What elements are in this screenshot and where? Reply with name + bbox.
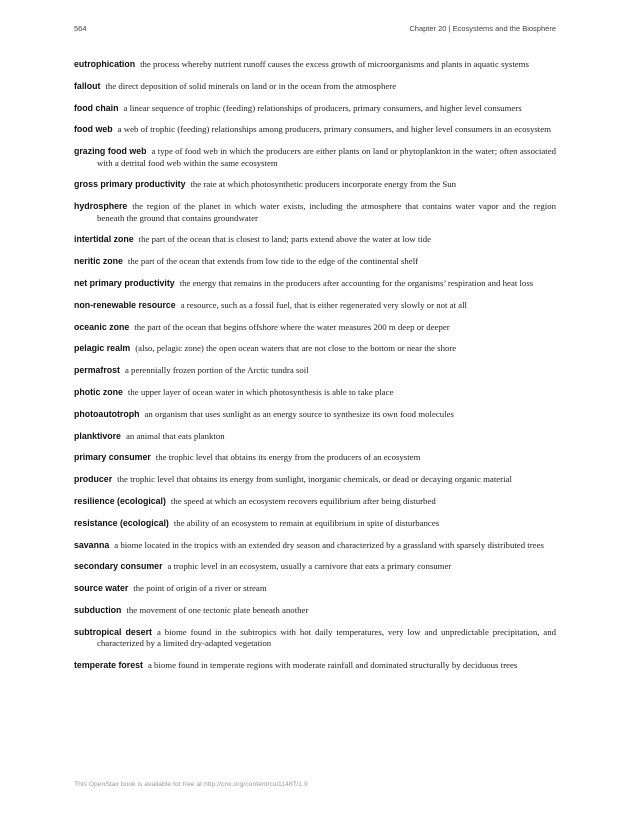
glossary-definition: a web of trophic (feeding) relationships among producers, primary consumers, and higher level consumers in an ecosystem [117, 124, 551, 135]
glossary-definition: the movement of one tectonic plate beneath another [126, 604, 309, 615]
glossary-entry [74, 518, 556, 529]
glossary-entry [74, 103, 556, 114]
glossary-list [74, 59, 556, 682]
glossary-term: non-renewable resource [74, 299, 176, 310]
glossary-definition: the ability of an ecosystem to remain at equilibrium in spite of disturbances [173, 517, 440, 528]
glossary-term: food web [74, 124, 113, 135]
glossary-term: resistance (ecological) [74, 517, 169, 528]
glossary-term: subtropical desert [74, 626, 152, 637]
glossary-definition: the trophic level that obtains its energy from the producers of an ecosystem [155, 452, 421, 463]
glossary-entry [74, 583, 556, 594]
glossary-definition: a type of food web in which the producers are either plants on land or phytoplankton in the water; often associated with a detrital food web within the same ecosystem [97, 146, 556, 168]
page-header [74, 24, 556, 38]
glossary-definition: a perennially frozen portion of the Arctic tundra soil [124, 365, 309, 376]
glossary-entry [74, 300, 556, 311]
glossary-definition: an organism that uses sunlight as an energy source to synthesize its own food molecules [144, 408, 454, 419]
glossary-entry [74, 124, 556, 135]
glossary-term: eutrophication [74, 59, 136, 69]
glossary-entry [74, 365, 556, 376]
glossary-definition: the energy that remains in the producers after accounting for the organisms’ respiration and heat loss [179, 277, 534, 288]
glossary-term: net primary productivity [74, 277, 175, 288]
glossary-definition: the direct deposition of solid minerals on land or in the ocean from the atmosphere [105, 80, 397, 91]
glossary-term: temperate forest [74, 659, 143, 670]
glossary-term: hydrosphere [74, 201, 128, 212]
glossary-entry [74, 234, 556, 245]
glossary-definition: an animal that eats plankton [125, 430, 225, 441]
glossary-term: neritic zone [74, 256, 123, 267]
glossary-definition: the process whereby nutrient runoff causes the excess growth of microorganisms and plants in aquatic systems [140, 59, 529, 69]
glossary-term: savanna [74, 539, 110, 550]
glossary-entry [74, 81, 556, 92]
glossary-term: permafrost [74, 365, 120, 376]
glossary-term: source water [74, 583, 129, 594]
glossary-entry [74, 146, 556, 169]
glossary-entry [74, 627, 556, 650]
glossary-definition: the trophic level that obtains its energy from sunlight, inorganic chemicals, or dead or decaying organic material [117, 474, 512, 485]
glossary-term: food chain [74, 102, 119, 113]
glossary-definition: a biome found in the subtropics with hot daily temperatures, very low and unpredictable precipitation, and characterized by a limited dry-adapted vegetation [97, 626, 556, 649]
glossary-term: photoautotroph [74, 408, 140, 419]
glossary-entry [74, 452, 556, 463]
glossary-term: oceanic zone [74, 321, 130, 332]
glossary-entry [74, 322, 556, 333]
glossary-term: primary consumer [74, 452, 151, 463]
glossary-definition: a linear sequence of trophic (feeding) relationships of producers, primary consumers, and higher level consumers [123, 102, 522, 113]
glossary-entry [74, 387, 556, 398]
glossary-term: producer [74, 474, 113, 485]
glossary-entry [74, 431, 556, 442]
glossary-entry [74, 59, 556, 70]
glossary-definition: the point of origin of a river or stream [133, 583, 267, 594]
glossary-entry [74, 561, 556, 572]
glossary-definition: the region of the planet in which water exists, including the atmosphere that contains water vapor and the region beneath the ground that contains groundwater [97, 201, 556, 223]
glossary-definition: a biome located in the tropics with an extended dry season and characterized by a grassland with sparsely distributed trees [114, 539, 544, 550]
glossary-term: gross primary productivity [74, 179, 186, 190]
page-number: 564 [74, 24, 87, 33]
glossary-definition: the rate at which photosynthetic producers incorporate energy from the Sun [190, 179, 457, 190]
page-footer: This OpenStax book is available for free at http://cnx.org/content/col11487/1.9 [74, 781, 308, 788]
glossary-definition: the upper layer of ocean water in which photosynthesis is able to take place [127, 386, 394, 397]
glossary-entry [74, 256, 556, 267]
glossary-entry [74, 278, 556, 289]
glossary-definition: a trophic level in an ecosystem, usually a carnivore that eats a primary consumer [167, 561, 452, 572]
glossary-entry [74, 540, 556, 551]
glossary-definition: the part of the ocean that begins offshore where the water measures 200 m deep or deeper [134, 321, 450, 332]
glossary-entry [74, 474, 556, 485]
glossary-definition: the speed at which an ecosystem recovers equilibrium after being disturbed [170, 495, 436, 506]
glossary-entry [74, 605, 556, 616]
glossary-term: subduction [74, 604, 122, 615]
glossary-entry [74, 343, 556, 354]
glossary-term: secondary consumer [74, 561, 163, 572]
glossary-term: pelagic realm [74, 343, 131, 354]
glossary-entry [74, 201, 556, 224]
glossary-definition: (also, pelagic zone) the open ocean waters that are not close to the bottom or near the shore [135, 343, 457, 354]
chapter-title: Chapter 20 | Ecosystems and the Biosphere [409, 24, 556, 33]
glossary-entry [74, 409, 556, 420]
glossary-definition: a biome found in temperate regions with moderate rainfall and dominated structurally by deciduous trees [147, 659, 518, 670]
glossary-term: planktivore [74, 430, 121, 441]
glossary-term: photic zone [74, 386, 123, 397]
glossary-definition: a resource, such as a fossil fuel, that is either regenerated very slowly or not at all [180, 299, 467, 310]
glossary-entry [74, 496, 556, 507]
glossary-term: grazing food web [74, 146, 147, 157]
glossary-term: fallout [74, 80, 101, 91]
glossary-term: intertidal zone [74, 234, 134, 245]
glossary-entry [74, 660, 556, 671]
glossary-entry [74, 179, 556, 190]
glossary-definition: the part of the ocean that extends from low tide to the edge of the continental shelf [127, 256, 419, 267]
glossary-term: resilience (ecological) [74, 495, 166, 506]
glossary-definition: the part of the ocean that is closest to land; parts extend above the water at low tide [138, 234, 432, 245]
